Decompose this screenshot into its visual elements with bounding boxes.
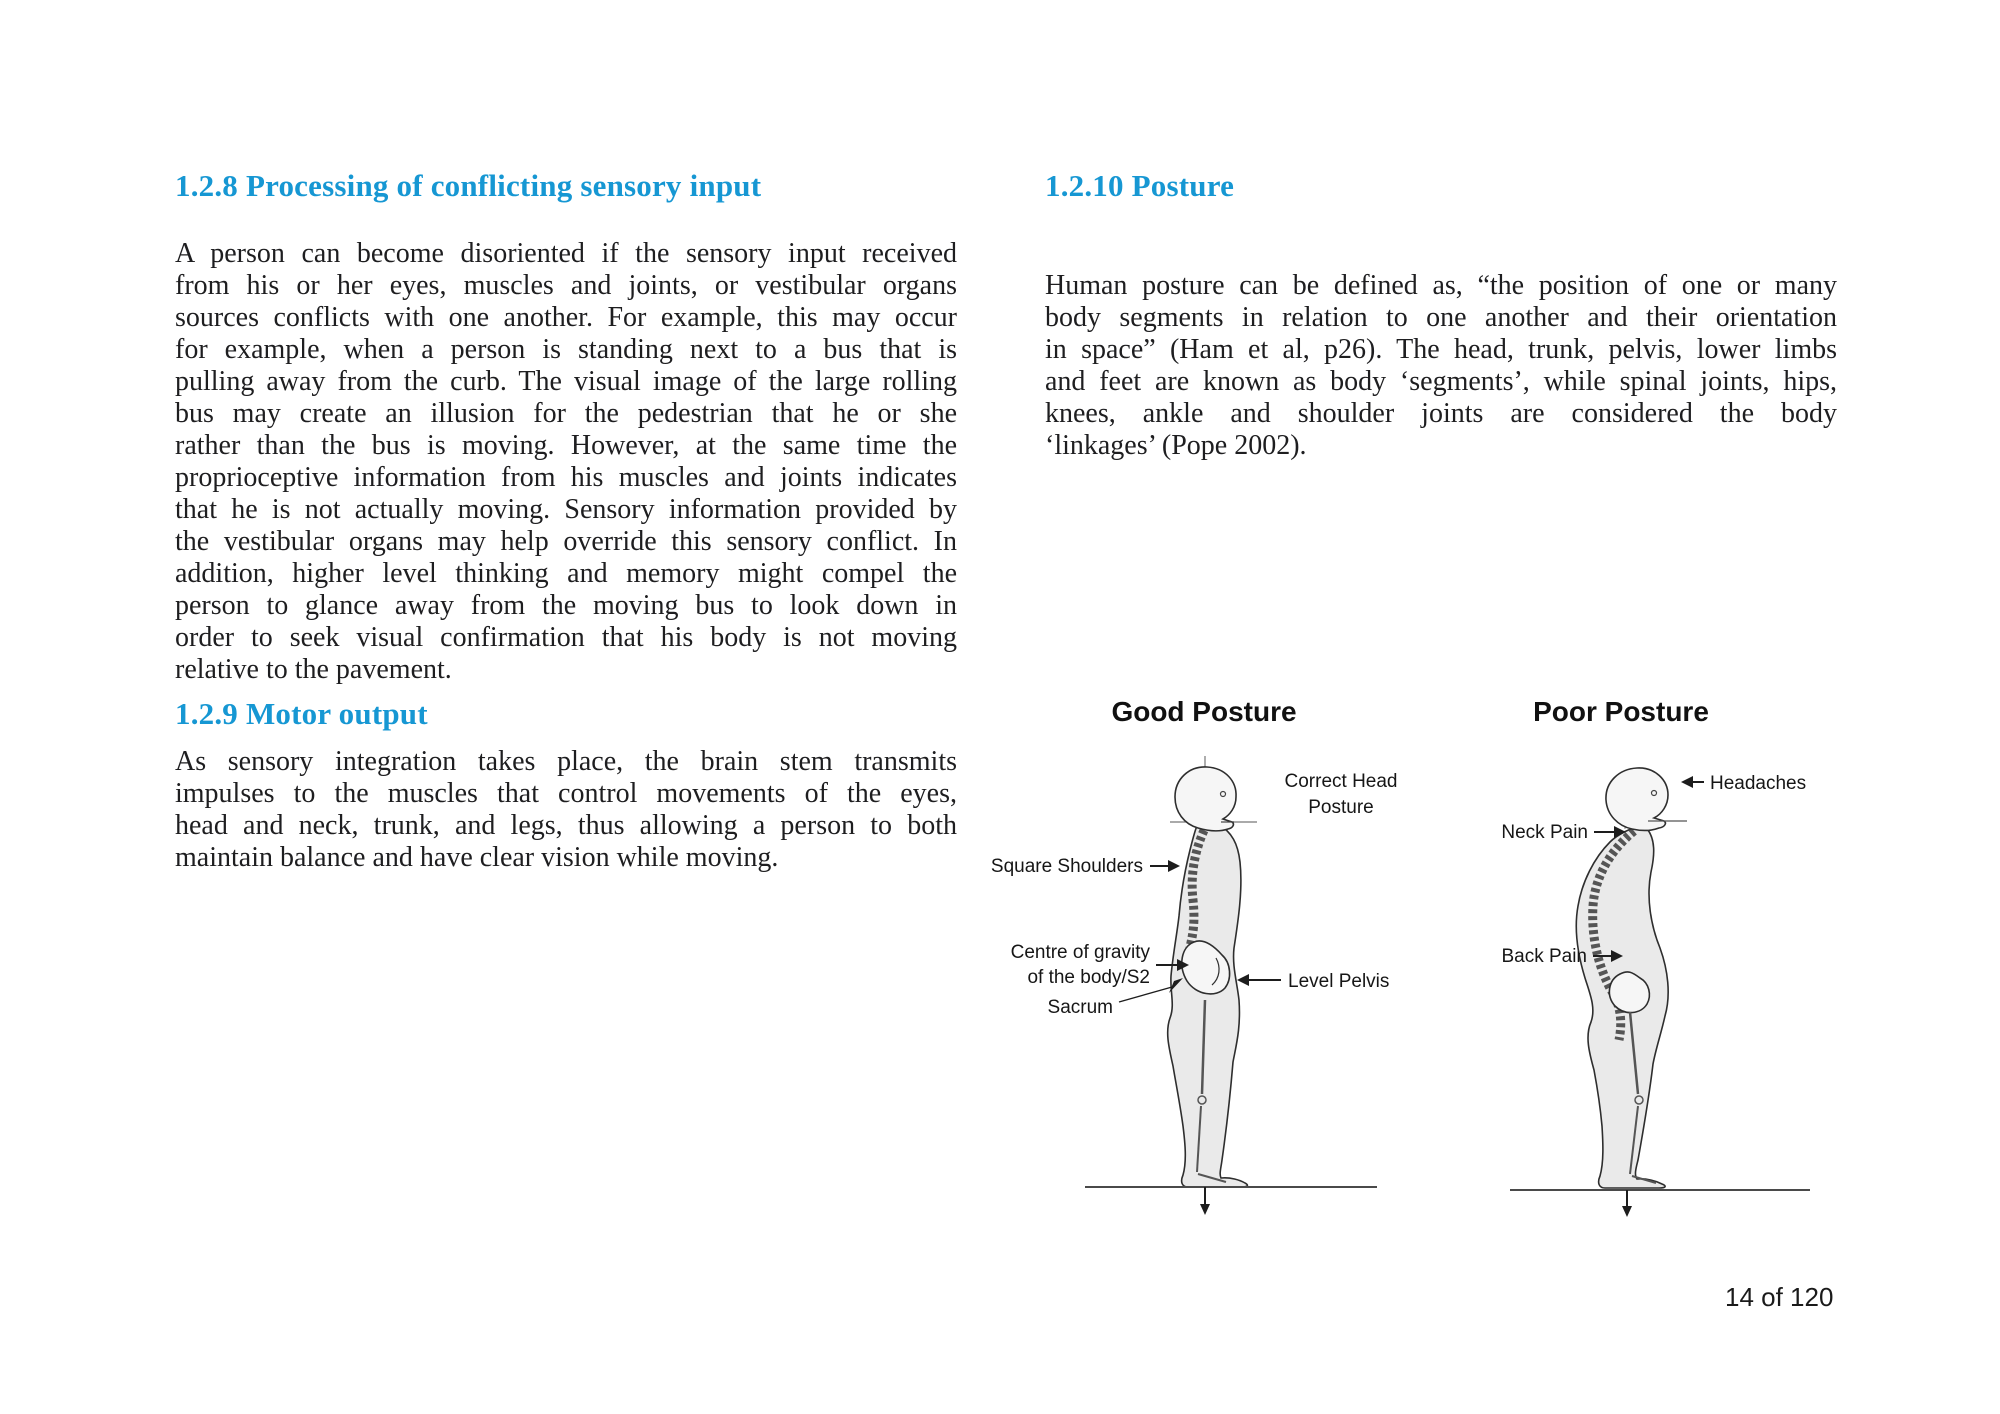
text-line: rather than the bus is moving. However, at the same time the bbox=[175, 430, 957, 461]
text-line: pulling away from the curb. The visual image of the large rolling bbox=[175, 366, 957, 397]
text-line: addition, higher level thinking and memory might compel the bbox=[175, 558, 957, 589]
heading-1-2-10: 1.2.10 Posture bbox=[1045, 168, 1235, 203]
text-line: sources conflicts with one another. For example, this may occur bbox=[175, 302, 957, 333]
text-line: relative to the pavement. bbox=[175, 654, 452, 685]
text-line: proprioceptive information from his muscles and joints indicates bbox=[175, 462, 957, 493]
text-line: body segments in relation to one another and their orientation bbox=[1045, 302, 1837, 333]
text-line: A person can become disoriented if the sensory input received bbox=[175, 238, 957, 269]
paragraph-sensory-input bbox=[175, 238, 957, 686]
heading-1-2-9: 1.2.9 Motor output bbox=[175, 696, 428, 731]
arrow-down-icon bbox=[1622, 1206, 1632, 1217]
text-line: As sensory integration takes place, the brain stem transmits bbox=[175, 746, 957, 777]
label-headaches: Headaches bbox=[1710, 773, 1807, 794]
arrow-right-icon bbox=[1168, 860, 1180, 872]
label-correct-head-posture-line1: Correct Head bbox=[1284, 771, 1398, 792]
left-column bbox=[175, 168, 957, 874]
label-correct-head-posture-line2: Posture bbox=[1308, 797, 1374, 818]
text-line: from his or her eyes, muscles and joints, or vestibular organs bbox=[175, 270, 957, 301]
poor-posture-title: Poor Posture bbox=[1533, 696, 1709, 727]
text-line: Human posture can be defined as, “the position of one or many bbox=[1045, 270, 1837, 301]
arrow-left-icon bbox=[1237, 974, 1249, 986]
text-line: the vestibular organs may help override this sensory conflict. In bbox=[175, 526, 957, 557]
label-neck-pain: Neck Pain bbox=[1501, 822, 1588, 843]
paragraph-motor-output bbox=[175, 746, 957, 874]
text-line: impulses to the muscles that control movements of the eyes, bbox=[175, 778, 957, 809]
text-line: ‘linkages’ (Pope 2002). bbox=[1045, 430, 1307, 461]
label-centre-of-gravity-line2: of the body/S2 bbox=[1027, 967, 1150, 988]
label-centre-of-gravity-line1: Centre of gravity bbox=[1010, 942, 1150, 963]
arrow-down-icon bbox=[1200, 1204, 1210, 1215]
arrow-left-icon bbox=[1681, 776, 1693, 788]
poor-posture-diagram bbox=[1501, 768, 1810, 1217]
good-posture-title: Good Posture bbox=[1111, 696, 1297, 727]
page-number: 14 of 120 bbox=[1725, 1282, 1834, 1312]
text-line: head and neck, trunk, and legs, thus allowing a person to both bbox=[175, 810, 957, 841]
good-head bbox=[1175, 767, 1236, 831]
text-line: and feet are known as body ‘segments’, while spinal joints, hips, bbox=[1045, 366, 1837, 397]
label-level-pelvis: Level Pelvis bbox=[1288, 971, 1390, 992]
text-line: order to seek visual confirmation that his body is not moving bbox=[175, 622, 957, 653]
text-line: in space” (Ham et al, p26). The head, trunk, pelvis, lower limbs bbox=[1045, 334, 1837, 365]
good-posture-diagram bbox=[991, 756, 1398, 1215]
text-line: person to glance away from the moving bus to look down in bbox=[175, 590, 957, 621]
right-column bbox=[1045, 168, 1837, 462]
posture-figure bbox=[980, 690, 1870, 1225]
label-back-pain: Back Pain bbox=[1501, 946, 1587, 967]
text-line: that he is not actually moving. Sensory information provided by bbox=[175, 494, 957, 525]
label-sacrum: Sacrum bbox=[1047, 997, 1113, 1018]
text-line: bus may create an illusion for the pedestrian that he or she bbox=[175, 398, 957, 429]
paragraph-posture bbox=[1045, 270, 1837, 462]
label-square-shoulders: Square Shoulders bbox=[990, 856, 1143, 877]
text-line: for example, when a person is standing next to a bus that is bbox=[175, 334, 957, 365]
heading-1-2-8: 1.2.8 Processing of conflicting sensory input bbox=[175, 168, 762, 203]
text-line: knees, ankle and shoulder joints are considered the body bbox=[1045, 398, 1837, 429]
sacrum-pointer-line bbox=[1119, 987, 1172, 1002]
text-line: maintain balance and have clear vision while moving. bbox=[175, 842, 779, 873]
good-body-outline bbox=[1168, 824, 1248, 1187]
